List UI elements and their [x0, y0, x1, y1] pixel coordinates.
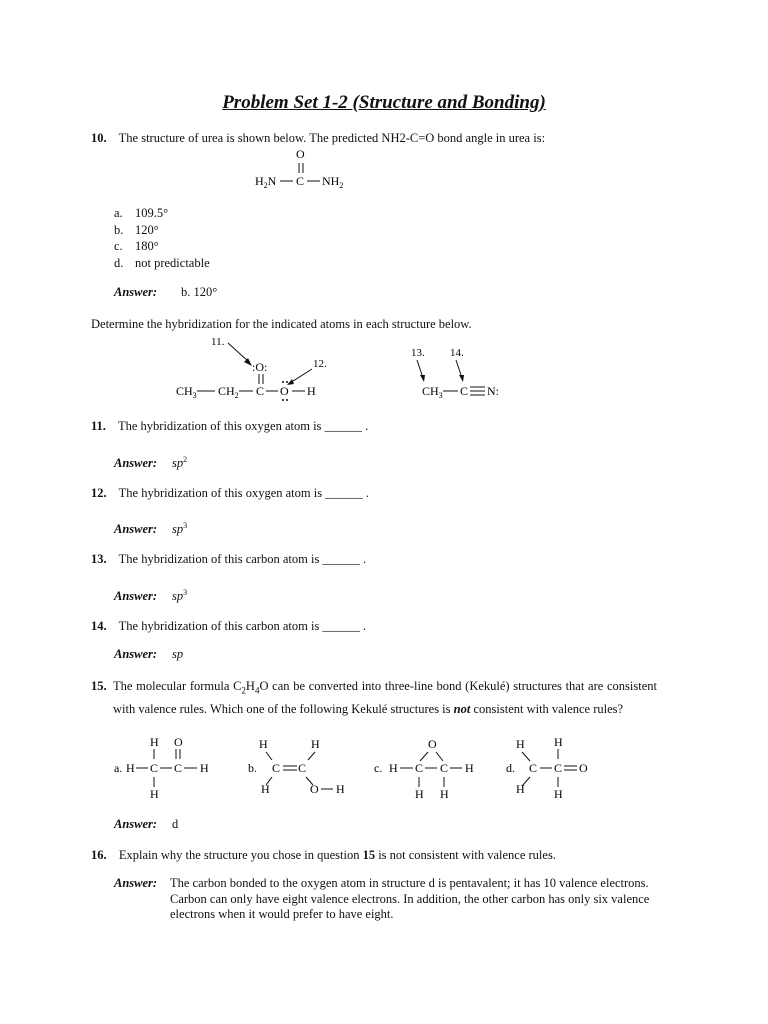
svg-text:14.: 14. — [450, 347, 464, 359]
question-10-options — [114, 205, 210, 271]
question-text: The hybridization of this oxygen atom is ______ . — [117, 419, 369, 433]
kekule-structures — [0, 732, 768, 802]
answer-value: sp — [172, 456, 184, 471]
svg-text:O: O — [579, 761, 588, 775]
svg-text:CH3: $CH_3$ — [176, 384, 197, 400]
question-13 — [91, 550, 657, 568]
hybridization-instructions: Determine the hybridization for the indicated atoms in each structure below. — [91, 317, 472, 331]
answer-label: Answer: — [114, 456, 158, 471]
svg-text:H2N: $H_2N$ — [255, 174, 277, 190]
svg-text:C: C — [529, 761, 538, 775]
question-number: 13. — [91, 552, 107, 566]
hybridization-structures — [0, 330, 768, 410]
answer-16-explanation: The carbon bonded to the oxygen atom in structure d is pentavalent; it has 10 valence electrons. Carbon can only have eight valence electrons. In addition, the other carbon has only six valence electrons when it would prefer to have eight. — [170, 876, 650, 921]
question-text: The hybridization of this carbon atom is ______ . — [118, 619, 367, 633]
structure-d — [506, 735, 588, 801]
answer-value: b. 120° — [181, 285, 218, 299]
svg-text:H: H — [516, 782, 525, 796]
question-text: Explain why the structure you chose in question 15 is not consistent with valence rules. — [118, 848, 556, 862]
answer-superscript: 3 — [183, 521, 188, 530]
question-text: The hybridization of this oxygen atom is ______ . — [118, 486, 369, 500]
question-text: The structure of urea is shown below. The predicted NH2-C=O bond angle in urea is: — [118, 131, 546, 145]
svg-text:CH3: $CH_3$ — [422, 384, 443, 400]
svg-text:H: H — [200, 761, 209, 775]
answer-15 — [114, 817, 178, 832]
answer-13 — [114, 585, 187, 604]
option-b: b. 120° — [114, 222, 159, 237]
svg-text:c.: c. — [374, 761, 383, 775]
svg-text:C: C — [296, 174, 305, 188]
svg-text:12.: 12. — [313, 358, 327, 370]
svg-text:C: C — [298, 761, 307, 775]
svg-text:O: O — [174, 735, 183, 749]
svg-text:d.: d. — [506, 761, 515, 775]
svg-text:C: C — [272, 761, 281, 775]
svg-text:H: H — [261, 782, 270, 796]
svg-text:H: H — [440, 787, 449, 801]
svg-text:H: H — [554, 735, 563, 749]
question-number: 11. — [91, 419, 106, 433]
structure-b — [248, 737, 345, 796]
svg-text:N:: N: — [487, 384, 499, 398]
svg-text:H: H — [465, 761, 474, 775]
answer-value: d — [172, 817, 179, 831]
svg-text:O: O — [428, 737, 437, 751]
svg-text:13.: 13. — [411, 347, 425, 359]
svg-text:C: C — [174, 761, 183, 775]
svg-text:CH2: $CH_2$ — [218, 384, 239, 400]
svg-text:H: H — [150, 787, 159, 801]
answer-label: Answer: — [114, 876, 158, 890]
svg-text:C: C — [440, 761, 449, 775]
question-14 — [91, 617, 657, 635]
question-number: 14. — [91, 619, 107, 633]
svg-text:H: H — [307, 384, 316, 398]
svg-text:C: C — [554, 761, 563, 775]
svg-text:C: C — [256, 384, 265, 398]
answer-14 — [114, 647, 183, 662]
question-text: The molecular formula $C_2H_4O$ can be converted into three-line bond (Kekulé) structures that are consistent with valence rules. Which one of the following Kekulé structures is not consistent with valence rules? — [113, 679, 657, 716]
answer-label: Answer: — [114, 817, 158, 831]
answer-12 — [114, 518, 187, 537]
answer-superscript: 2 — [183, 455, 188, 464]
question-number: 16. — [91, 848, 107, 862]
page-title: Problem Set 1-2 (Structure and Bonding) — [222, 92, 546, 113]
svg-text:H: H — [126, 761, 135, 775]
svg-text:H: H — [259, 737, 268, 751]
answer-11 — [114, 452, 187, 471]
svg-text:O: O — [296, 147, 305, 161]
answer-value: sp — [172, 589, 184, 604]
answer-16-label-row — [114, 876, 157, 891]
svg-text:C: C — [415, 761, 424, 775]
question-text: The hybridization of this carbon atom is ______ . — [118, 552, 367, 566]
svg-text:H: H — [311, 737, 320, 751]
structure-c — [374, 737, 474, 801]
option-d: d. not predictable — [114, 255, 210, 270]
svg-text:C: C — [460, 384, 469, 398]
svg-text:b.: b. — [248, 761, 257, 775]
svg-text:H: H — [389, 761, 398, 775]
svg-text:O: O — [310, 782, 319, 796]
svg-text:H: H — [336, 782, 345, 796]
option-a: a. 109.5° — [114, 206, 169, 220]
svg-text:11.: 11. — [211, 336, 225, 348]
answer-label: Answer: — [114, 589, 158, 604]
question-number: 15. — [91, 679, 107, 693]
svg-text:H: H — [554, 787, 563, 801]
question-16 — [91, 846, 657, 864]
svg-text:a.: a. — [114, 761, 123, 775]
option-c: c. 180° — [114, 239, 159, 253]
question-number: 12. — [91, 486, 107, 500]
answer-10 — [114, 285, 217, 300]
svg-text:H: H — [516, 737, 525, 751]
question-11 — [91, 417, 657, 435]
answer-value: sp — [172, 522, 184, 537]
svg-text:NH2: $NH_2$ — [322, 174, 344, 190]
svg-text::O:: :O: — [252, 360, 268, 374]
svg-text:O: O — [280, 384, 289, 398]
answer-label: Answer: — [114, 522, 158, 537]
question-15 — [91, 677, 657, 718]
answer-label: Answer: — [114, 285, 158, 299]
question-number: 10. — [91, 131, 107, 145]
svg-text:C: C — [150, 761, 159, 775]
structure-a — [114, 735, 209, 801]
svg-text:H: H — [415, 787, 424, 801]
answer-label: Answer: — [114, 647, 158, 661]
answer-value: sp — [172, 647, 184, 661]
svg-text:H: H — [150, 735, 159, 749]
answer-superscript: 3 — [183, 588, 188, 597]
question-12 — [91, 484, 657, 502]
